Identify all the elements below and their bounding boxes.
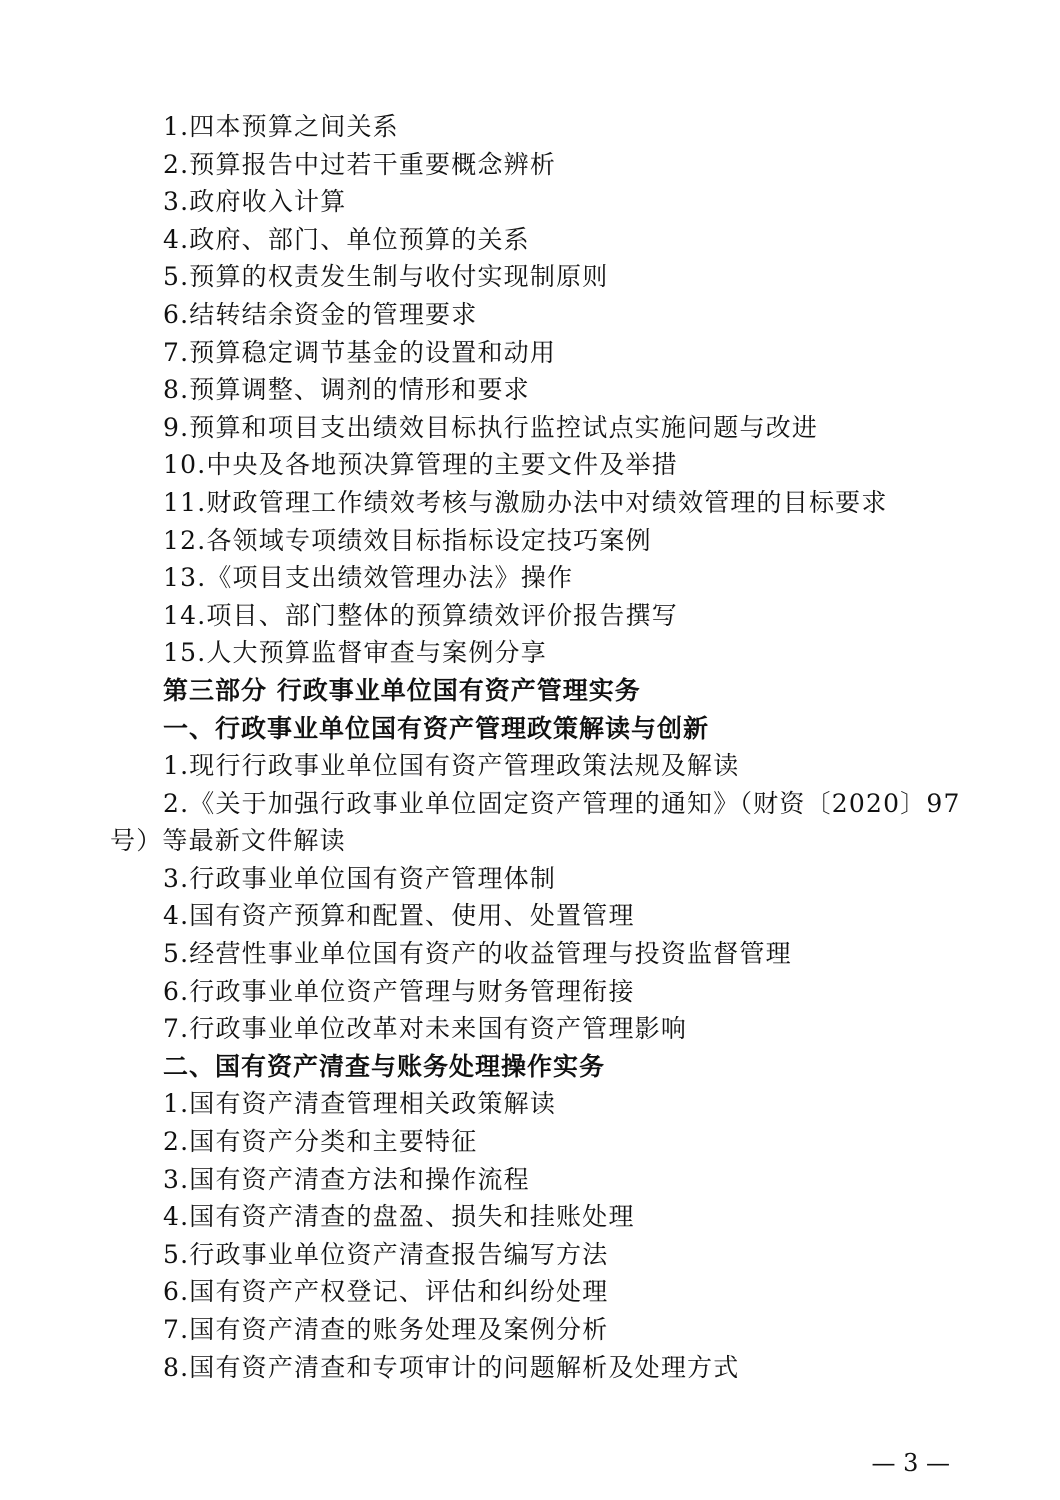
list-item: 5.预算的权责发生制与收付实现制原则 (163, 262, 609, 292)
list-item: 12.各领域专项绩效目标指标设定技巧案例 (163, 525, 652, 555)
list-item: 13.《项目支出绩效管理办法》操作 (163, 563, 574, 593)
list-item: 6.行政事业单位资产管理与财务管理衔接 (163, 976, 635, 1006)
list-item: 2.国有资产分类和主要特征 (163, 1127, 478, 1157)
list-item: 11.财政管理工作绩效考核与激励办法中对绩效管理的目标要求 (163, 487, 888, 517)
list-item: 3.政府收入计算 (163, 187, 347, 217)
list-item-continuation: 号）等最新文件解读 (110, 826, 346, 856)
list-item: 7.国有资产清查的账务处理及案例分析 (163, 1315, 609, 1344)
list-item: 8.国有资产清查和专项审计的问题解析及处理方式 (163, 1352, 740, 1382)
part-heading: 第三部分 行政事业单位国有资产管理实务 (163, 675, 641, 705)
list-item: 5.经营性事业单位国有资产的收益管理与投资监督管理 (163, 939, 792, 969)
list-item: 9.预算和项目支出绩效目标执行监控试点实施问题与改进 (163, 412, 819, 442)
list-item: 8.预算调整、调剂的情形和要求 (163, 375, 530, 405)
list-item: 4.政府、部门、单位预算的关系 (163, 224, 530, 254)
document-body (110, 108, 960, 1386)
page-number: — 3 — (871, 1449, 950, 1477)
list-item: 6.结转结余资金的管理要求 (163, 299, 478, 329)
list-item: 4.国有资产预算和配置、使用、处置管理 (163, 901, 635, 931)
list-item: 1.四本预算之间关系 (163, 112, 399, 141)
list-item: 2.预算报告中过若干重要概念辨析 (163, 149, 557, 179)
list-item: 15.人大预算监督审查与案例分享 (163, 638, 547, 668)
list-item: 1.国有资产清查管理相关政策解读 (163, 1089, 557, 1119)
list-item: 6.国有资产产权登记、评估和纠纷处理 (163, 1277, 609, 1307)
list-item: 4.国有资产清查的盘盈、损失和挂账处理 (163, 1202, 635, 1232)
section-heading: 二、国有资产清查与账务处理操作实务 (163, 1051, 606, 1081)
list-item: 14.项目、部门整体的预算绩效评价报告撰写 (163, 600, 678, 630)
list-item: 1.现行行政事业单位国有资产管理政策法规及解读 (163, 751, 740, 781)
list-item: 3.行政事业单位国有资产管理体制 (163, 863, 557, 893)
list-item: 3.国有资产清查方法和操作流程 (163, 1164, 530, 1194)
list-item: 5.行政事业单位资产清查报告编写方法 (163, 1239, 609, 1269)
list-item: 7.预算稳定调节基金的设置和动用 (163, 337, 557, 367)
list-item: 10.中央及各地预决算管理的主要文件及举措 (163, 450, 678, 480)
section-heading: 一、行政事业单位国有资产管理政策解读与创新 (163, 713, 710, 743)
list-item: 2.《关于加强行政事业单位固定资产管理的通知》（财资〔2020〕97 (163, 788, 961, 818)
list-item: 7.行政事业单位改革对未来国有资产管理影响 (163, 1014, 688, 1044)
